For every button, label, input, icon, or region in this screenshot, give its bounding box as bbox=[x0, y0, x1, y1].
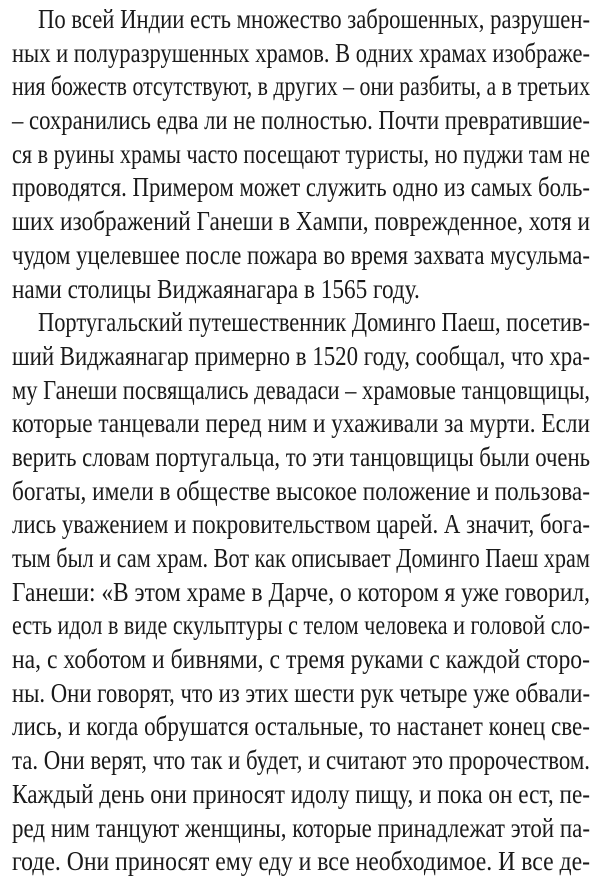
paragraph-1 bbox=[12, 3, 590, 306]
text-line bbox=[12, 374, 590, 408]
line-text: тым был и сам храм. Вот как описывает Доминго Паеш храм bbox=[12, 543, 590, 573]
text-line bbox=[12, 306, 590, 340]
line-text: ния божеств отсутствуют, в других – они разбиты, а в третьих bbox=[12, 71, 590, 102]
text-line bbox=[12, 576, 590, 610]
text-line bbox=[12, 340, 590, 374]
text-line bbox=[12, 273, 590, 307]
paragraph-2 bbox=[12, 306, 590, 879]
text-line bbox=[12, 441, 590, 475]
text-line bbox=[12, 609, 590, 643]
line-text: проводятся. Примером может служить одно из самых боль- bbox=[12, 172, 590, 203]
line-text: чудом уцелевшее после пожара во время захвата мусульма- bbox=[12, 239, 590, 270]
text-line bbox=[12, 171, 590, 205]
line-text: ся в руины храмы часто посещают туристы, но пуджи там не bbox=[12, 138, 590, 169]
line-text: ших изображений Ганеши в Хампи, поврежденное, хотя и bbox=[12, 206, 590, 237]
document-page bbox=[12, 3, 590, 879]
line-text: на, с хоботом и бивнями, с тремя руками с каждой сторо- bbox=[12, 644, 590, 675]
text-line bbox=[12, 812, 590, 846]
line-text: которые танцевали перед ним и ухаживали за мурти. Если bbox=[12, 408, 590, 439]
text-line bbox=[12, 138, 590, 172]
text-line bbox=[12, 508, 590, 542]
line-text: ны. Они говорят, что из этих шести рук четыре уже обвали- bbox=[12, 677, 590, 708]
line-text: Каждый день они приносят идолу пищу, и пока он ест, пе- bbox=[12, 778, 590, 809]
text-line bbox=[12, 407, 590, 441]
text-line bbox=[12, 710, 590, 744]
text-line bbox=[12, 37, 590, 71]
line-text: Португальский путешественник Доминго Паеш, посетив- bbox=[38, 307, 590, 338]
line-text: богаты, имели в обществе высокое положение и пользова- bbox=[12, 475, 590, 506]
text-line bbox=[12, 778, 590, 812]
text-line bbox=[12, 643, 590, 677]
text-line bbox=[12, 104, 590, 138]
line-text: – сохранились едва ли не полностью. Почти превратившие- bbox=[12, 105, 590, 136]
text-line bbox=[12, 239, 590, 273]
line-text: ред ним танцуют женщины, которые принадлежат этой па- bbox=[12, 812, 590, 843]
text-line bbox=[12, 845, 590, 879]
line-text: верить словам португальца, то эти танцовщицы были очень bbox=[12, 441, 590, 472]
line-text: лись уважением и покровительством царей. А значит, бога- bbox=[12, 509, 590, 540]
line-text: есть идол в виде скульптуры с телом человека и головой сло- bbox=[12, 610, 590, 641]
text-line bbox=[12, 475, 590, 509]
line-text: лись, и когда обрушатся остальные, то настанет конец све- bbox=[12, 711, 590, 742]
line-text: ший Виджаянагар примерно в 1520 году, сообщал, что хра- bbox=[12, 340, 590, 371]
text-line bbox=[12, 744, 590, 778]
line-text: ных и полуразрушенных храмов. В одних храмах изображе- bbox=[12, 37, 590, 68]
text-line bbox=[12, 205, 590, 239]
line-text: По всей Индии есть множество заброшенных, разрушен- bbox=[38, 4, 590, 34]
line-text: нами столицы Виджаянагара в 1565 году. bbox=[12, 273, 420, 304]
line-text: му Ганеши посвящались девадаси – храмовые танцовщицы, bbox=[12, 374, 590, 405]
line-text: та. Они верят, что так и будет, и считают это пророчеством. bbox=[12, 745, 590, 776]
line-text: Ганеши: «В этом храме в Дарче, о котором я уже говорил, bbox=[12, 576, 590, 607]
line-text: годе. Они приносят ему еду и все необходимое. И все де- bbox=[12, 846, 590, 877]
text-line bbox=[12, 677, 590, 711]
text-line bbox=[12, 542, 590, 576]
text-line bbox=[12, 3, 590, 37]
text-line bbox=[12, 70, 590, 104]
